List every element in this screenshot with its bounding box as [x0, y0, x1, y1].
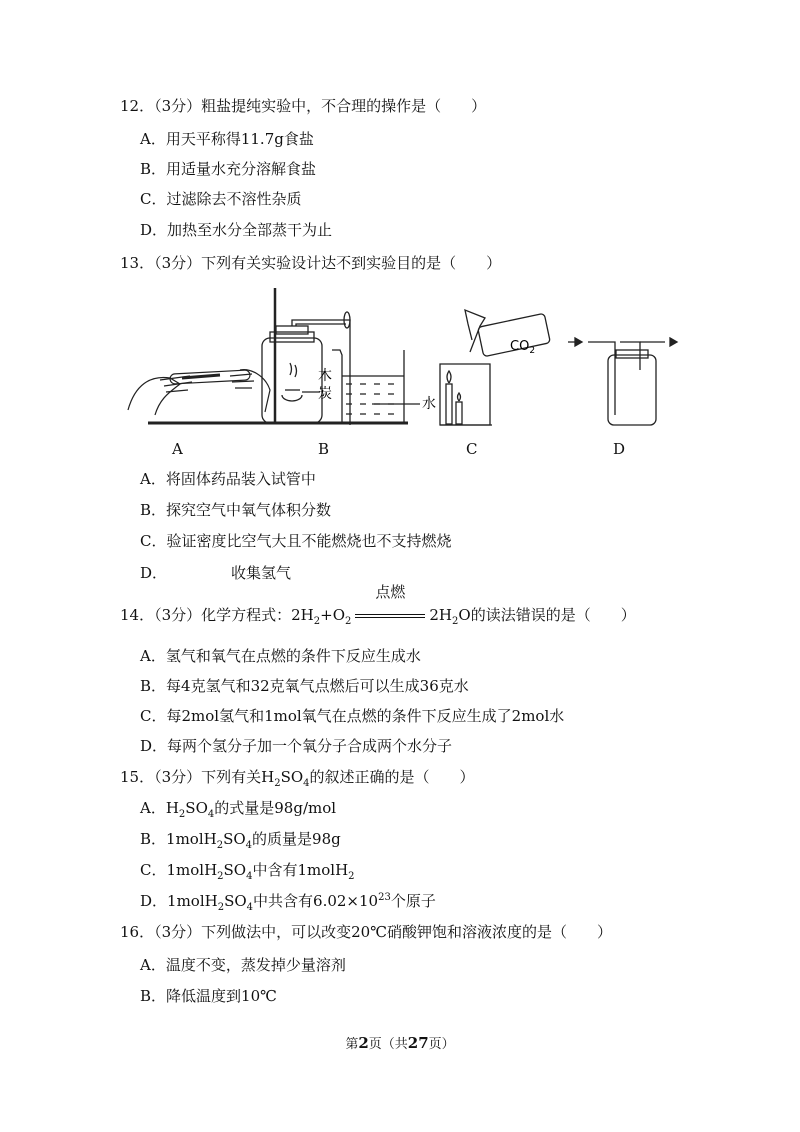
question-14-option-d: D．每两个氢分子加一个氧分子合成两个水分子	[140, 737, 453, 755]
figure-d-gas-bottle	[568, 338, 677, 425]
charcoal-label-1: 木	[318, 368, 332, 384]
question-12-stem: 12．（3分）粗盐提纯实验中，不合理的操作是（ ）	[120, 97, 487, 115]
question-12-option-a: A．用天平称得11.7g食盐	[140, 130, 314, 148]
question-13-option-b: B．探究空气中氧气体积分数	[140, 501, 332, 519]
question-16-stem: 16．（3分）下列做法中，可以改变20℃硝酸钾饱和溶液浓度的是（ ）	[120, 923, 613, 941]
water-label: 水	[422, 396, 436, 412]
question-13-figure	[120, 280, 690, 435]
figure-label-a: A	[172, 440, 183, 458]
question-13-option-d: D． 收集氢气	[140, 564, 292, 582]
co2-label: $CO_2$	[510, 339, 536, 356]
question-13-stem: 13．（3分）下列有关实验设计达不到实验目的是（ ）	[120, 254, 502, 272]
question-14-option-c: C．每2mol氢气和1mol氧气在点燃的条件下反应生成了2mol水	[140, 707, 565, 725]
figure-label-b: B	[318, 440, 330, 458]
figure-a-test-tube	[128, 370, 270, 415]
question-14-option-b: B．每4克氢气和32克氧气点燃后可以生成36克水	[140, 677, 469, 695]
charcoal-label-2: 炭	[318, 386, 332, 402]
question-16-option-a: A．温度不变，蒸发掉少量溶剂	[140, 956, 346, 974]
question-14-stem: 14．（3分）化学方程式：$2H_2+O_2$ 点燃 $2H_2O$的读法错误的是（ ）	[120, 583, 636, 627]
page-number: 2	[358, 1034, 369, 1052]
question-15-option-a: A．$H_2SO_4$的式量是98g/mol	[140, 799, 337, 820]
question-15-option-b: B．$1molH_2SO_4$的质量是98g	[140, 830, 341, 851]
question-15-option-c: C．$1molH_2SO_4$中含有1molH$_2$	[140, 861, 355, 882]
question-12-option-b: B．用适量水充分溶解食盐	[140, 160, 317, 178]
question-15-option-d: D．$1molH_2SO_4$中共含有$6.02\times 10^{23}$个原子	[140, 892, 436, 913]
question-15-stem: 15．（3分）下列有关$H_2SO_4$的叙述正确的是（ ）	[120, 768, 475, 789]
figure-b-apparatus	[148, 288, 420, 425]
question-13-option-c: C．验证密度比空气大且不能燃烧也不支持燃烧	[140, 532, 452, 550]
question-12-option-d: D．加热至水分全部蒸干为止	[140, 221, 333, 239]
figure-label-c: C	[466, 440, 478, 458]
question-16-option-b: B．降低温度到10℃	[140, 987, 277, 1005]
question-13-option-a: A．将固体药品装入试管中	[140, 470, 316, 488]
question-14-option-a: A．氢气和氧气在点燃的条件下反应生成水	[140, 647, 421, 665]
page-footer: 第2页（共27页）	[345, 1034, 455, 1052]
question-12-option-c: C．过滤除去不溶性杂质	[140, 190, 302, 208]
page-total: 27	[407, 1034, 429, 1052]
figure-label-d: D	[613, 440, 626, 458]
figure-c-apparatus	[440, 310, 550, 425]
